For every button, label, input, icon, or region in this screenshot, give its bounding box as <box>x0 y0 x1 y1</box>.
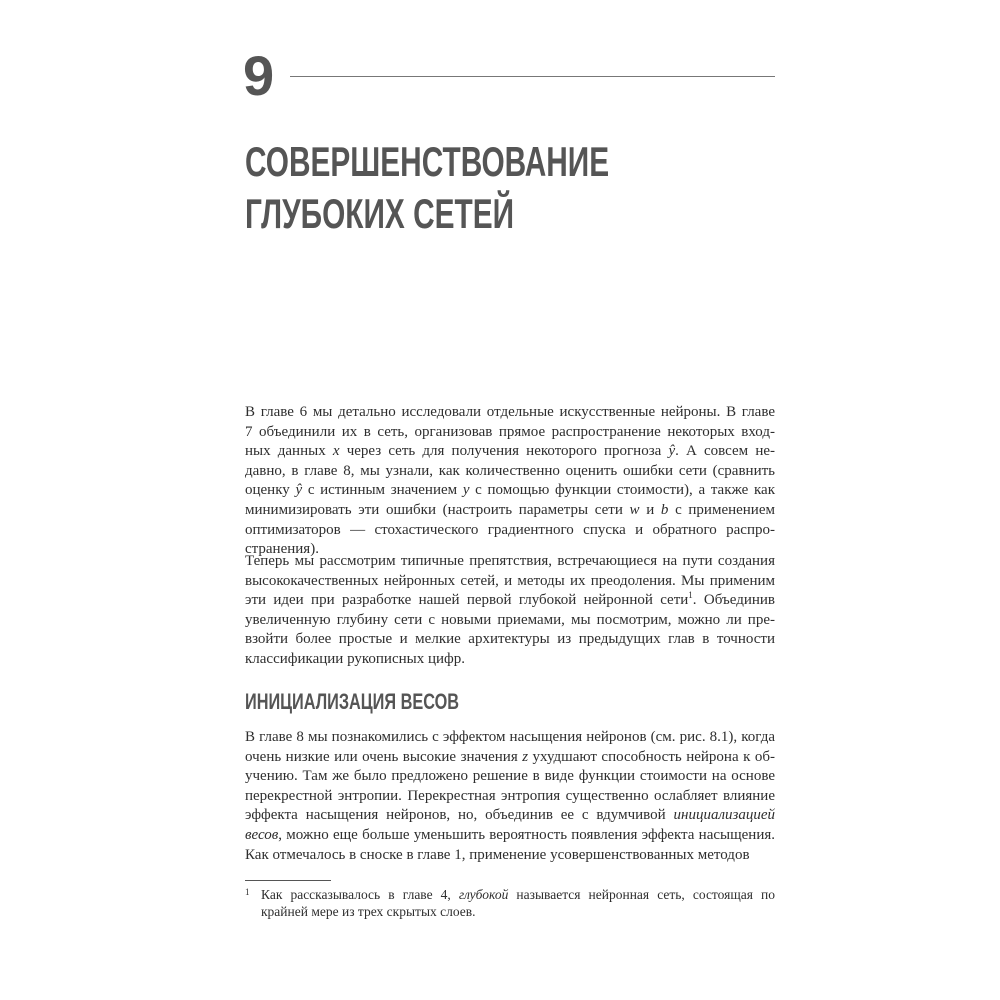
footnote-mark: 1 <box>245 887 250 897</box>
text-line <box>245 481 775 501</box>
italic-text: z <box>522 748 529 765</box>
text-line <box>245 442 775 462</box>
text-line <box>245 806 775 826</box>
text-run: крайней мере из трех скрытых слоев. <box>261 904 476 919</box>
text-run: давно, в главе 8, мы узнали, как количественно оценить ошибки сети (сравнить <box>245 462 775 479</box>
text-run: через сеть для получения некоторого прогноза <box>339 443 669 460</box>
italic-text: x <box>332 443 340 460</box>
text-run: эти идеи при разработке нашей первой глубокой нейронной сети <box>245 592 689 609</box>
paragraph-intro <box>245 403 775 560</box>
text-line <box>245 552 775 572</box>
italic-text: w <box>629 501 640 518</box>
italic-text: глубокой <box>458 887 509 902</box>
text-line <box>245 572 775 592</box>
text-line <box>261 886 775 903</box>
text-run: оптимизаторов — стохастического градиентного спуска и обратного распро- <box>245 521 775 538</box>
chapter-title <box>245 136 758 240</box>
text-run: перекрестной энтропии. Перекрестная энтропия существенно ослабляет влияние <box>245 787 775 804</box>
text-run: В главе 8 мы познакомились с эффектом насыщения нейронов (см. рис. 8.1), когда <box>245 729 775 745</box>
text-run: оценку <box>245 482 296 499</box>
text-line <box>245 521 775 541</box>
italic-text: весов <box>245 826 279 843</box>
chapter-title-line: СОВЕРШЕНСТВОВАНИЕ <box>245 138 610 185</box>
text-run: странения). <box>245 541 319 558</box>
text-line <box>245 748 775 768</box>
paragraph-plan <box>245 552 775 670</box>
text-line <box>245 728 775 748</box>
text-run: учению. Там же было предложено решение в виде функции стоимости на основе <box>245 768 775 785</box>
text-run: классификации рукописных цифр. <box>245 650 465 667</box>
text-run: ных данных <box>245 443 333 460</box>
text-line <box>245 787 775 807</box>
text-run: В главе 6 мы детально исследовали отдельные искусственные нейроны. В главе <box>245 404 775 420</box>
text-run: 7 объединили их в сеть, организовав прямое распространение некоторых вход- <box>245 423 775 440</box>
text-line <box>245 611 775 631</box>
text-run: эффекта насыщения нейронов, но, объединив ее с вдумчивой <box>245 807 674 824</box>
text-line <box>245 767 775 787</box>
text-run: Как отмечалось в сноске в главе 1, применение усовершенствованных методов <box>245 846 750 863</box>
footnote-rule <box>245 880 331 881</box>
text-line <box>261 903 775 920</box>
text-run: . Объединив <box>692 592 775 609</box>
text-line <box>245 846 775 866</box>
text-run: увеличенную глубину сети с новыми приемами, мы посмотрим, можно ли пре- <box>245 611 775 628</box>
text-line <box>245 501 775 521</box>
footnote <box>245 886 775 920</box>
text-line <box>245 630 775 650</box>
text-run: с помощью функции стоимости), а также как <box>469 482 776 499</box>
text-line <box>245 403 775 423</box>
text-run: Как рассказывалось в главе 4, <box>261 887 459 902</box>
italic-text: y <box>462 482 470 499</box>
text-run: называется нейронная сеть, состоящая по <box>508 887 775 902</box>
paragraph-weight-init <box>245 728 775 865</box>
text-run: с применением <box>668 501 775 518</box>
italic-text: ŷ <box>295 482 303 499</box>
text-line <box>245 650 775 670</box>
text-line <box>245 462 775 482</box>
italic-text: ŷ <box>668 443 676 460</box>
text-run: минимизировать эти ошибки (настроить параметры сети <box>245 501 630 518</box>
italic-text: b <box>660 501 669 518</box>
text-line <box>245 826 775 846</box>
chapter-rule <box>290 76 775 77</box>
text-run: очень низкие или очень высокие значения <box>245 748 523 765</box>
section-heading: ИНИЦИАЛИЗАЦИЯ ВЕСОВ <box>245 689 459 714</box>
footnote-text <box>261 886 775 920</box>
italic-text: инициализацией <box>673 807 775 824</box>
text-run: с истинным значением <box>302 482 463 499</box>
footnote-ref: 1 <box>688 590 693 601</box>
text-line <box>245 423 775 443</box>
chapter-number: 9 <box>243 44 275 107</box>
text-run: ухудшают способность нейрона к об- <box>528 748 775 765</box>
text-run: высококачественных нейронных сетей, и методы их преодоления. Мы применим <box>245 572 775 589</box>
text-run: . А совсем не- <box>675 443 776 460</box>
text-run: Теперь мы рассмотрим типичные препятствия, встречающиеся на пути создания <box>245 553 775 569</box>
text-run: взойти более простые и мелкие архитектуры из предыдущих глав в точности <box>245 631 775 648</box>
text-run: и <box>639 501 661 518</box>
text-line <box>245 591 775 611</box>
chapter-title-line: ГЛУБОКИХ СЕТЕЙ <box>245 190 515 237</box>
text-run: , можно еще больше уменьшить вероятность появления эффекта насыщения. <box>278 826 775 843</box>
